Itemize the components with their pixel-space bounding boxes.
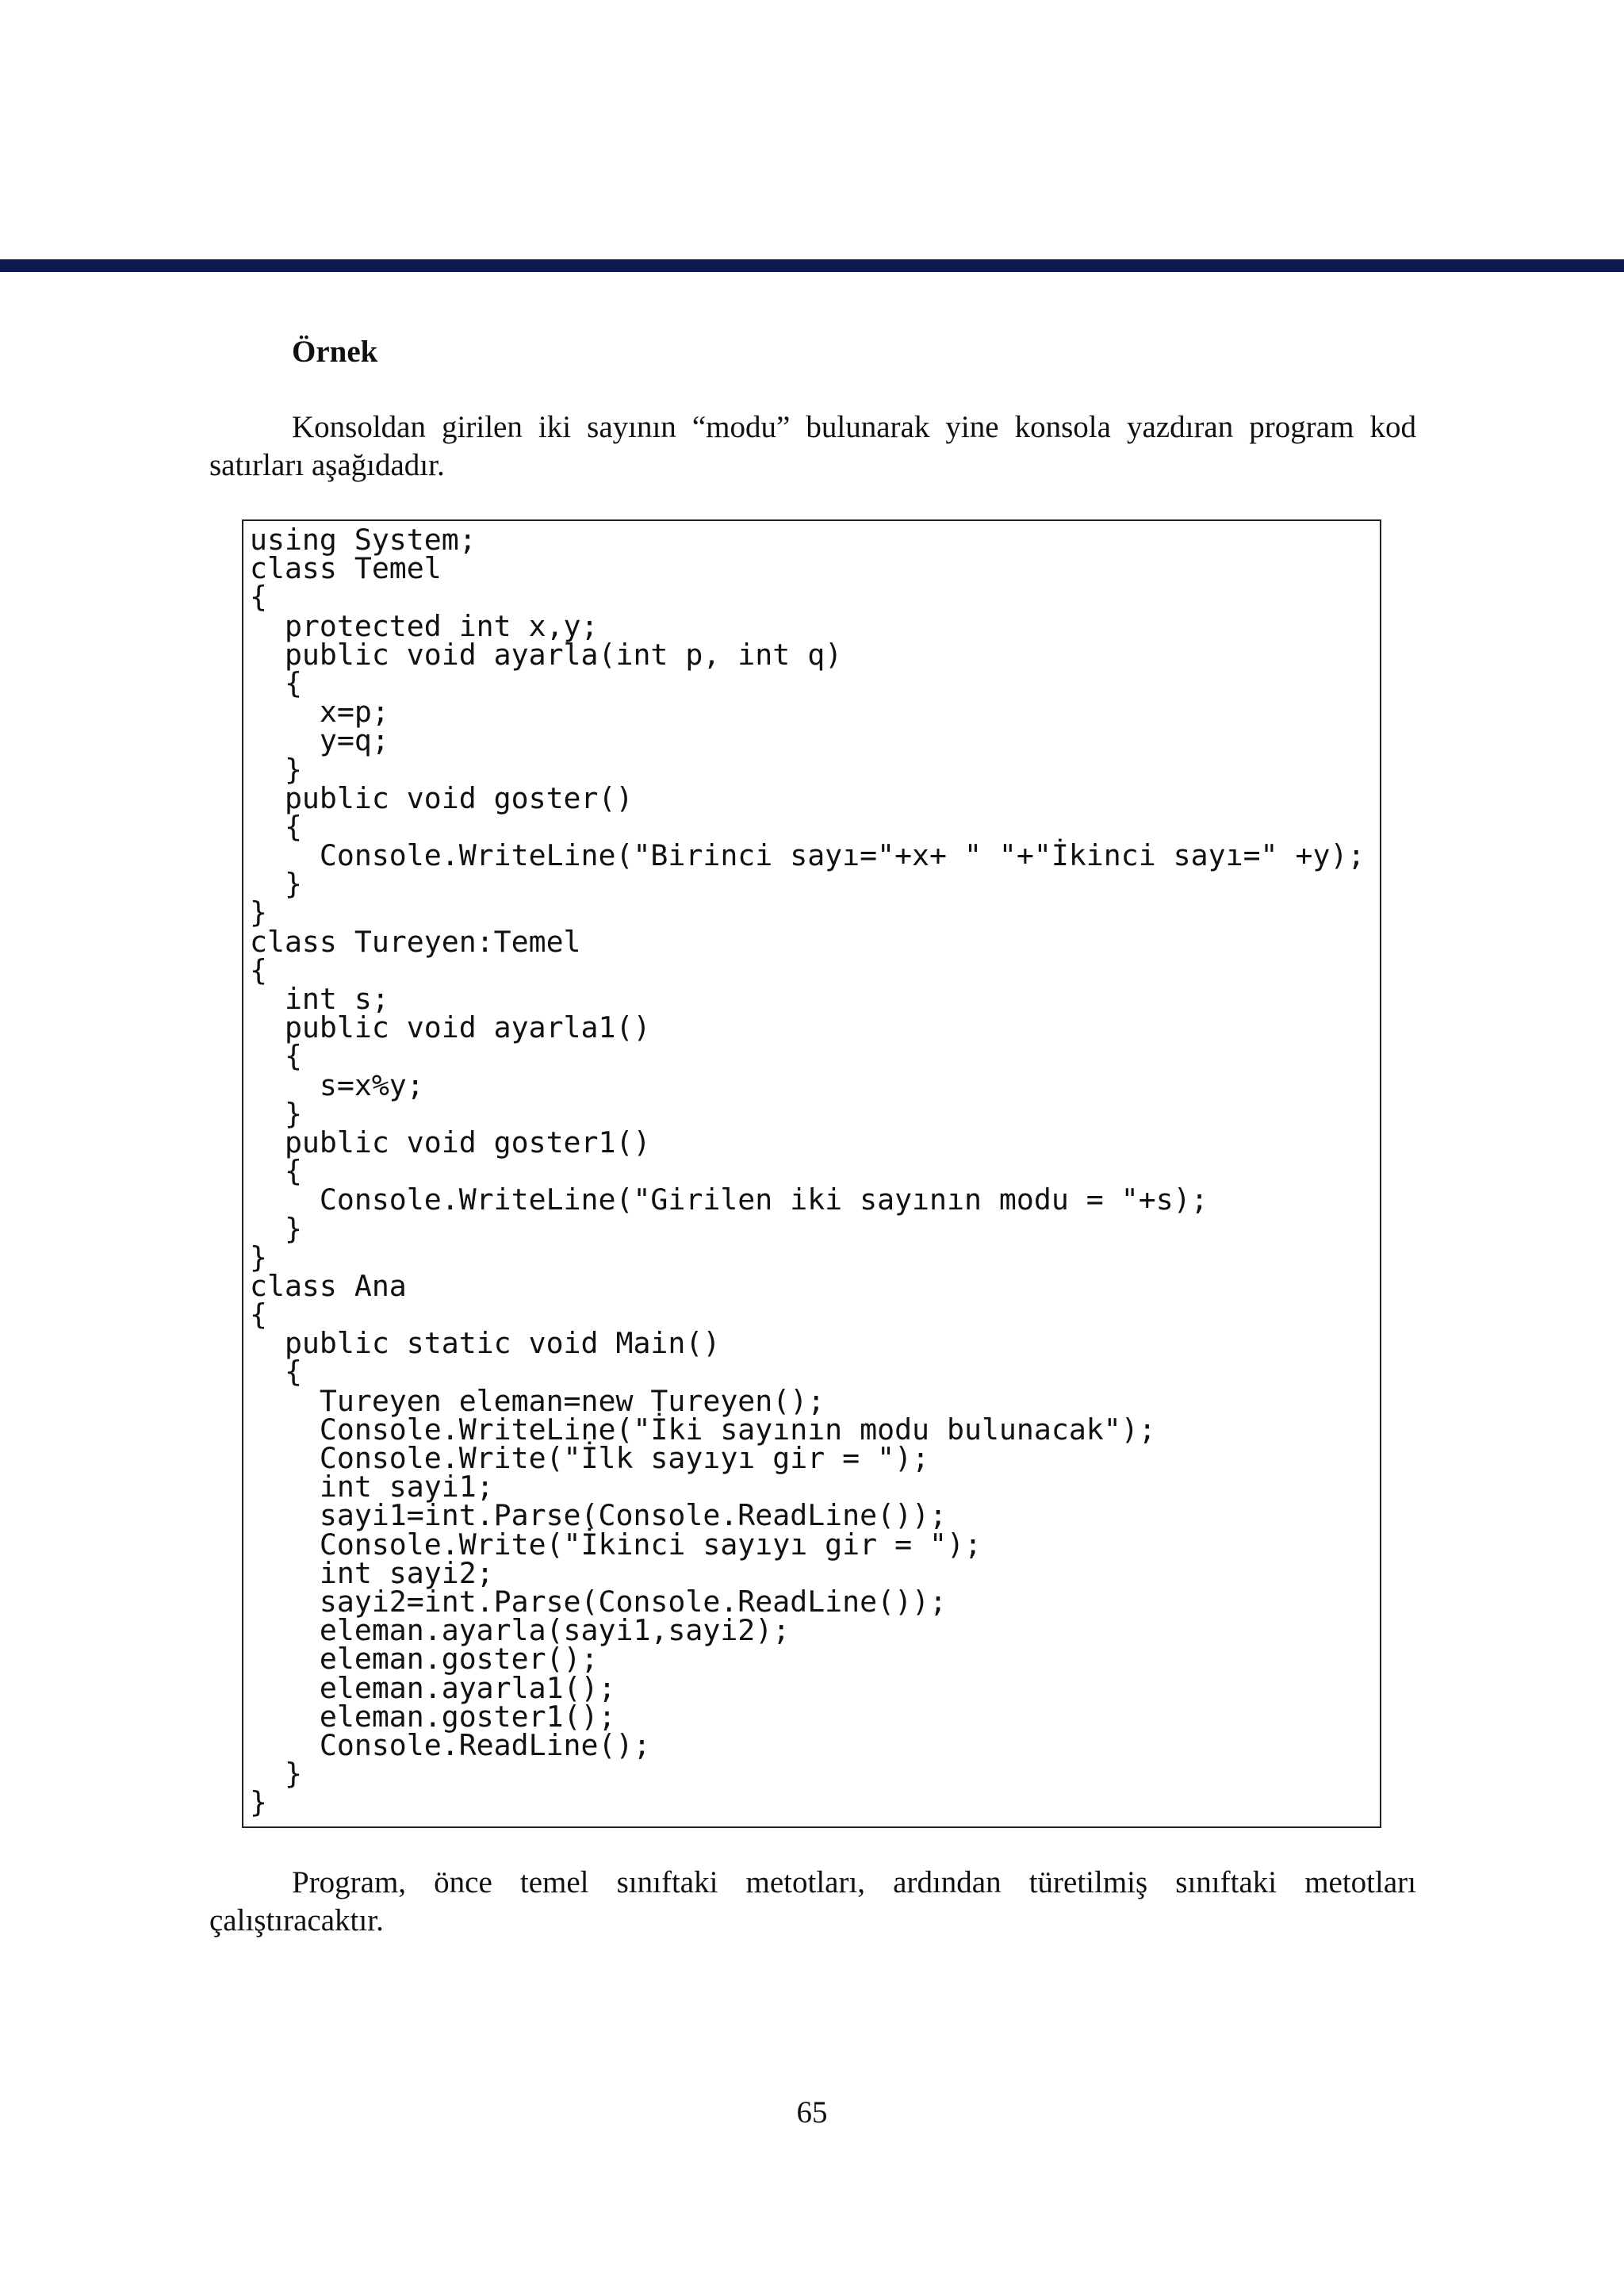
- code-listing-box: [242, 519, 1381, 1828]
- code-line: s=x%y;: [250, 1067, 424, 1102]
- code-line: {: [250, 952, 267, 987]
- code-line: protected int x,y;: [250, 608, 599, 643]
- code-line: }: [250, 895, 267, 930]
- code-line: {: [250, 1355, 302, 1389]
- code-line: y=q;: [250, 723, 389, 758]
- code-line: eleman.goster1();: [250, 1699, 616, 1734]
- code-line: Console.WriteLine("İki sayının modu bulunacak");: [250, 1412, 1156, 1447]
- code-line: Console.WriteLine("Birinci sayı="+x+ " "+"İkinci sayı=" +y);: [250, 838, 1365, 873]
- code-line: public void goster1(): [250, 1125, 651, 1159]
- code-line: eleman.goster();: [250, 1642, 599, 1677]
- code-line: class Ana: [250, 1268, 407, 1303]
- code-line: }: [250, 1096, 302, 1131]
- code-line: public void ayarla(int p, int q): [250, 637, 843, 672]
- code-line: Console.ReadLine();: [250, 1727, 651, 1762]
- code-line: {: [250, 665, 302, 700]
- code-line: sayi2=int.Parse(Console.ReadLine());: [250, 1584, 947, 1619]
- code-line: }: [250, 867, 302, 902]
- code-line: }: [250, 1240, 267, 1274]
- code-line: {: [250, 580, 267, 615]
- page-number: 65: [796, 2095, 828, 2129]
- code-line: public void ayarla1(): [250, 1010, 651, 1045]
- code-line: }: [250, 752, 302, 787]
- code-line: }: [250, 1211, 302, 1246]
- code-line: {: [250, 1297, 267, 1332]
- code-line: using System;: [250, 523, 477, 557]
- outro-paragraph: Program, önce temel sınıftaki metotları, ardından türetilmiş sınıftaki metotları çalıştıracaktır.: [209, 1865, 1416, 1937]
- code-line: public void goster(): [250, 780, 634, 815]
- code-line: eleman.ayarla1();: [250, 1670, 616, 1705]
- code-line: int sayi2;: [250, 1555, 494, 1590]
- code-line: class Temel: [250, 551, 442, 586]
- code-line: Tureyen eleman=new Tureyen();: [250, 1383, 825, 1418]
- code-line: {: [250, 1154, 302, 1189]
- code-line: }: [250, 1757, 302, 1792]
- code-line: eleman.ayarla(sayi1,sayi2);: [250, 1613, 791, 1648]
- code-line: {: [250, 1039, 302, 1074]
- intro-paragraph: Konsoldan girilen iki sayının “modu” bulunarak yine konsola yazdıran program kod satırları aşağıdadır.: [209, 410, 1416, 482]
- code-line: Console.WriteLine("Girilen iki sayının modu = "+s);: [250, 1182, 1208, 1217]
- code-listing: [250, 523, 1365, 1820]
- code-line: }: [250, 1785, 267, 1820]
- code-line: int s;: [250, 982, 389, 1016]
- code-line: public static void Main(): [250, 1326, 721, 1361]
- code-line: x=p;: [250, 695, 389, 730]
- section-heading: Örnek: [292, 335, 378, 369]
- code-line: {: [250, 809, 302, 844]
- code-line: int sayi1;: [250, 1470, 494, 1504]
- code-line: class Tureyen:Temel: [250, 924, 581, 959]
- code-line: Console.Write("İlk sayıyı gir = ");: [250, 1441, 930, 1475]
- code-line: sayi1=int.Parse(Console.ReadLine());: [250, 1498, 947, 1533]
- code-line: Console.Write("İkinci sayıyı gir = ");: [250, 1527, 982, 1562]
- header-rule: [0, 259, 1624, 272]
